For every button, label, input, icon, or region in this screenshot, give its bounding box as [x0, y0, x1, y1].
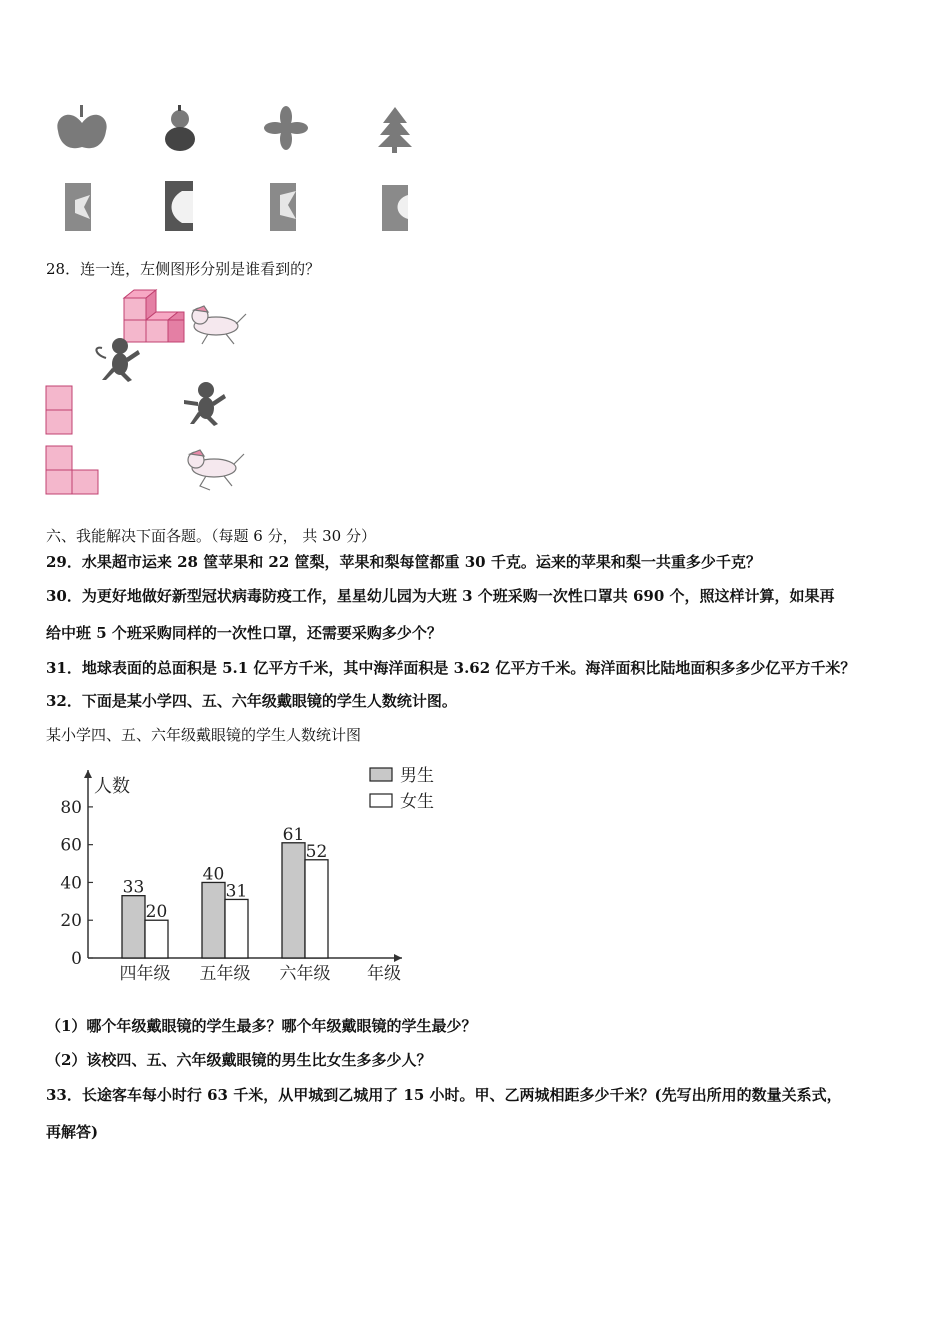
question-29: 29．水果超市运来 28 筐苹果和 22 筐梨，苹果和梨每筐都重 30 千克。运来的苹果和梨一共重多少千克？ [46, 553, 761, 571]
y-axis-arrow [84, 770, 92, 778]
bar-value-label: 61 [282, 824, 305, 845]
cutout-shape-2 [165, 181, 193, 231]
bar-女生 [145, 920, 168, 958]
bar-女生 [225, 899, 248, 958]
bar-value-label: 52 [305, 841, 328, 862]
question-32-sub2: （2）该校四、五、六年级戴眼镜的男生比女生多多少人？ [46, 1051, 432, 1069]
bar-女生 [305, 860, 328, 958]
view-shape-2 [46, 446, 98, 494]
dog-icon [192, 306, 246, 344]
question-30-line1: 30．为更好地做好新型冠状病毒防疫工作，星星幼儿园为大班 3 个班采购一次性口罩共 690 个，照这样计算，如果再 [46, 587, 835, 605]
chart-caption: 某小学四、五、六年级戴眼镜的学生人数统计图 [46, 726, 362, 744]
cube-stack [124, 290, 184, 342]
view-shape-1 [46, 386, 72, 434]
question-31: 31．地球表面的总面积是 5.1 亿平方千米，其中海洋面积是 3.62 亿平方千米。海洋面积比陆地面积多多少亿平方千米？ [46, 659, 856, 677]
monkey-icon [96, 338, 140, 382]
monkey-observer-icon [184, 382, 226, 426]
bar-value-label: 33 [122, 877, 145, 898]
cutout-shape-1 [65, 183, 91, 231]
question-33-line2: 再解答) [46, 1123, 99, 1141]
question-33-line1: 33．长途客车每小时行 63 千米，从甲城到乙城用了 15 小时。甲、乙两城相距多少千米？(先写出所用的数量关系式， [46, 1086, 842, 1104]
legend-swatch [370, 794, 392, 807]
apple-silhouette-icon [57, 105, 106, 148]
tree-silhouette-icon [378, 107, 412, 153]
category-label: 六年级 [279, 964, 331, 984]
y-tick-label: 60 [60, 835, 82, 856]
bar-chart [50, 760, 450, 995]
category-label: 四年级 [119, 964, 171, 984]
x-axis-label: 年级 [367, 964, 401, 984]
y-tick-label: 0 [71, 949, 82, 969]
gourd-silhouette-icon [165, 105, 195, 151]
y-tick-label: 80 [60, 797, 82, 818]
question-28: 28．连一连，左侧图形分别是谁看到的？ [46, 260, 321, 278]
flower-silhouette-icon [264, 106, 308, 150]
dog-observer-icon [188, 450, 244, 490]
y-tick-label: 20 [60, 911, 82, 932]
cutout-shape-4 [382, 185, 408, 231]
q28-figure [44, 288, 284, 500]
legend-swatch [370, 768, 392, 781]
bar-男生 [202, 882, 225, 958]
bar-value-label: 40 [202, 864, 225, 885]
bar-value-label: 31 [225, 881, 248, 902]
x-axis-arrow [394, 954, 402, 962]
bar-男生 [282, 843, 305, 958]
y-tick-label: 40 [60, 873, 82, 894]
legend-label: 男生 [400, 766, 434, 786]
question-32: 32．下面是某小学四、五、六年级戴眼镜的学生人数统计图。 [46, 692, 457, 710]
cutout-shape-3 [270, 183, 296, 231]
bar-男生 [122, 896, 145, 958]
bar-value-label: 20 [145, 902, 168, 923]
section-6-heading: 六、我能解决下面各题。（每题 6 分， 共 30 分） [46, 527, 376, 545]
legend-label: 女生 [400, 792, 434, 812]
category-label: 五年级 [199, 964, 251, 984]
silhouette-figures [40, 95, 440, 245]
question-30-line2: 给中班 5 个班采购同样的一次性口罩，还需要采购多少个？ [46, 624, 442, 642]
y-axis-label: 人数 [94, 776, 130, 797]
question-32-sub1: （1）哪个年级戴眼镜的学生最多？哪个年级戴眼镜的学生最少？ [46, 1017, 477, 1035]
